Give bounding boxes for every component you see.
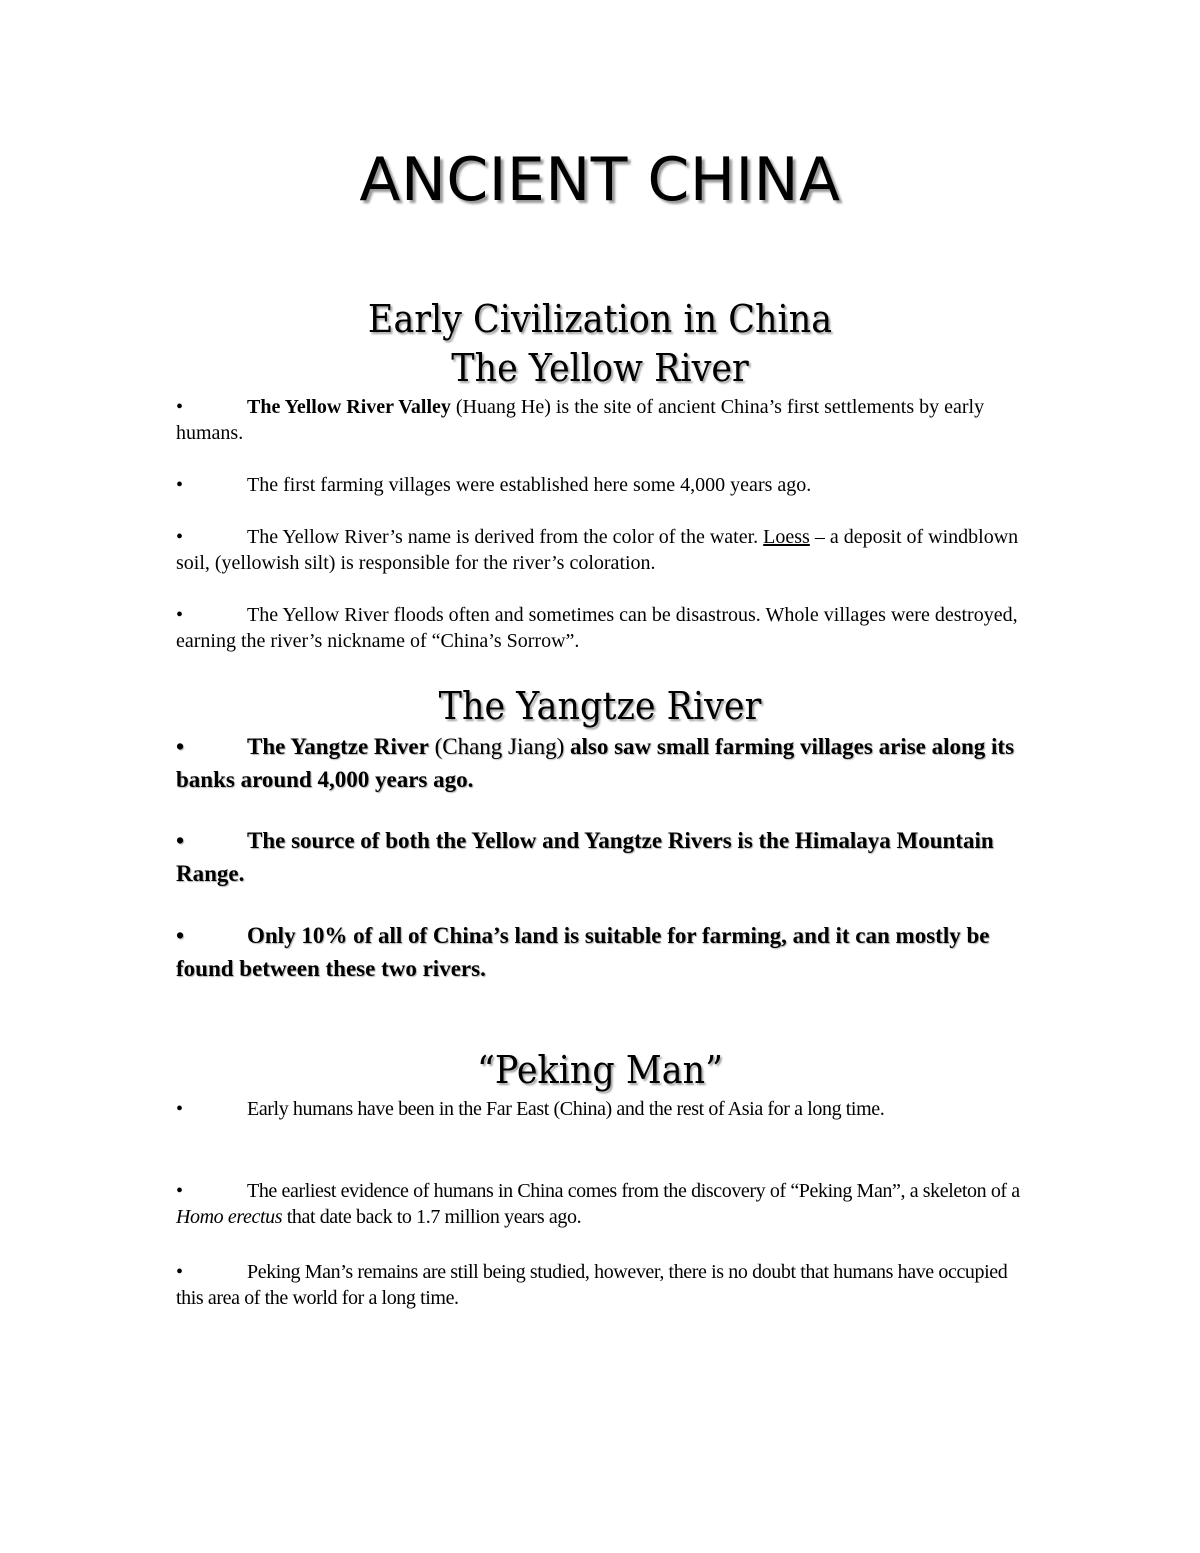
bold-lead: The Yangtze River (247, 734, 429, 759)
peking-man-bullet-1 (176, 1096, 1026, 1122)
yellow-river-bullet-1 (176, 394, 1026, 446)
section-heading-early-civilization: Early Civilization in China (367, 297, 833, 341)
document-title: ANCIENT CHINA (359, 145, 841, 215)
yangtze-bullet-3 (176, 919, 1026, 985)
bullet-marker: • (176, 1098, 183, 1120)
bullet-text: The Yellow River’s name is derived from the color of the water. (247, 526, 764, 548)
bullet-marker: • (176, 604, 184, 626)
bullet-text: Only 10% of all of China’s land is suitable for farming, and it can mostly be found between these two rivers. (176, 923, 990, 981)
chang-jiang-note: (Chang Jiang) (428, 734, 565, 759)
bullet-marker: • (176, 474, 184, 496)
bullet-marker: • (176, 1180, 183, 1202)
bullet-marker: • (176, 526, 184, 548)
yangtze-bullet-2 (176, 824, 1026, 890)
bullet-text: The Yellow River floods often and sometimes can be disastrous. Whole villages were destroyed, earning the river’s nickname of “China’s Sorrow”. (176, 604, 1018, 652)
peking-man-bullet-3 (176, 1259, 1026, 1311)
yellow-river-bullet-4 (176, 602, 1026, 654)
bullet-marker: • (176, 734, 185, 759)
loess-term: Loess (763, 526, 810, 548)
bullet-marker: • (176, 828, 185, 853)
bullet-text: The first farming villages were established here some 4,000 years ago. (247, 474, 812, 496)
bullet-text: Early humans have been in the Far East (China) and the rest of Asia for a long time. (247, 1098, 885, 1120)
bullet-marker: • (176, 923, 185, 948)
bullet-text-after: that date back to 1.7 million years ago. (282, 1206, 582, 1228)
peking-man-bullet-2 (176, 1178, 1026, 1230)
bullet-marker: • (176, 396, 184, 418)
yellow-river-bullet-3 (176, 524, 1026, 576)
bold-lead: The Yellow River Valley (247, 396, 451, 418)
bullet-text: The earliest evidence of humans in China comes from the discovery of “Peking Man”, a skeleton of a (247, 1180, 1020, 1202)
bullet-text: also saw small farming villages arise along its banks around 4,000 years ago. (176, 734, 1015, 792)
section-heading-yellow-river: The Yellow River (451, 346, 749, 390)
section-heading-yangtze-river: The Yangtze River (438, 684, 762, 728)
bullet-text: (Huang He) is the site of ancient China’s first settlements by early humans. (176, 396, 985, 444)
bullet-text-after: – a deposit of windblown soil, (yellowish silt) is responsible for the river’s coloration. (176, 526, 1019, 574)
bullet-marker: • (176, 1261, 183, 1283)
bullet-text: The source of both the Yellow and Yangtze Rivers is the Himalaya Mountain Range. (176, 828, 994, 886)
homo-erectus-term: Homo erectus (176, 1206, 283, 1228)
section-heading-peking-man: “Peking Man” (477, 1048, 723, 1092)
yangtze-bullet-1 (176, 730, 1026, 796)
bullet-text: Peking Man’s remains are still being studied, however, there is no doubt that humans have occupied this area of the world for a long time. (176, 1261, 1008, 1309)
yellow-river-bullet-2 (176, 472, 1026, 498)
